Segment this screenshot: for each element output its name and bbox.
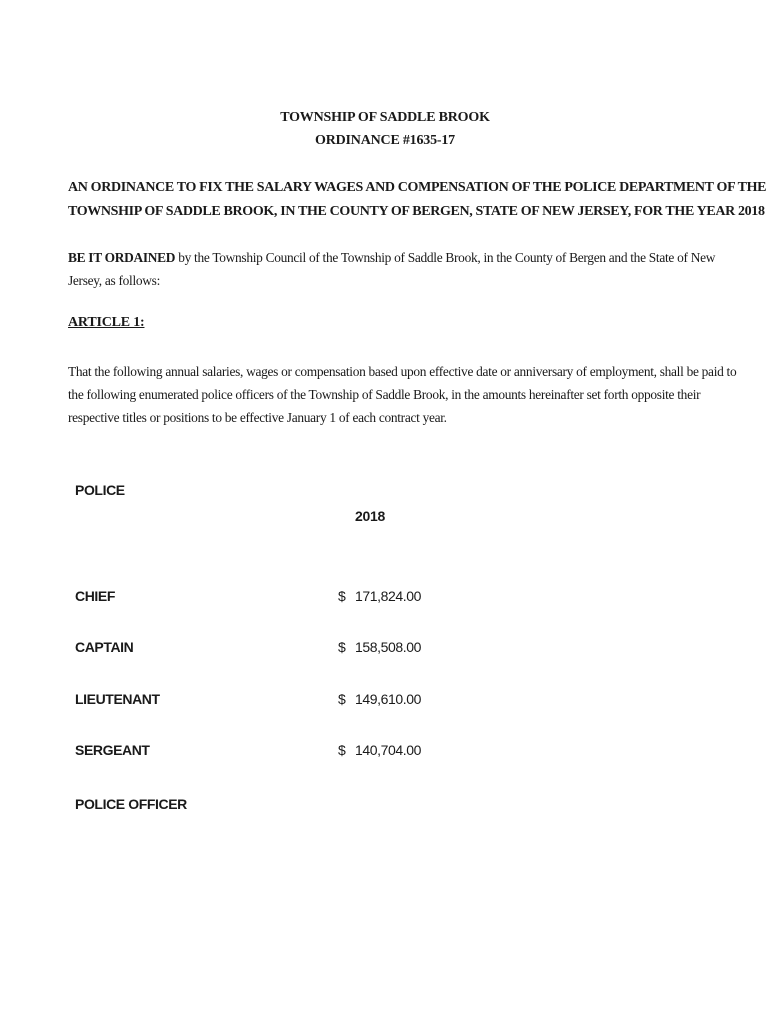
row-amount-lieutenant <box>338 691 421 707</box>
row-title-lieutenant: LIEUTENANT <box>75 691 160 707</box>
township-header: TOWNSHIP OF SADDLE BROOK <box>280 110 490 125</box>
ordained-line-2: Jersey, as follows: <box>68 273 160 288</box>
row-amount-captain <box>338 639 421 655</box>
article-paragraph <box>68 360 737 429</box>
currency-symbol: $ <box>338 691 346 707</box>
ordinance-title-line-1: AN ORDINANCE TO FIX THE SALARY WAGES AND COMPENSATION OF THE POLICE DEPARTMENT OF THE <box>68 180 767 195</box>
ordinance-number: ORDINANCE #1635-17 <box>315 133 455 148</box>
row-title-chief: CHIEF <box>75 588 116 604</box>
year-column-header: 2018 <box>355 508 385 524</box>
article-line-2: the following enumerated police officers of the Township of Saddle Brook, in the amounts hereinafter set forth opposite their <box>68 387 701 402</box>
ordained-paragraph <box>68 246 716 292</box>
ordained-bold-lead: BE IT ORDAINED <box>68 250 176 265</box>
article-line-1: That the following annual salaries, wages or compensation based upon effective date or anniversary of employment, shall be paid to <box>68 364 737 379</box>
row-amount-sergeant <box>338 742 421 758</box>
row-title-police-officer: POLICE OFFICER <box>75 796 187 812</box>
ordinance-title-line-2: TOWNSHIP OF SADDLE BROOK, IN THE COUNTY OF BERGEN, STATE OF NEW JERSEY, FOR THE YEAR 2018 <box>68 204 765 219</box>
police-section-label: POLICE <box>75 482 125 498</box>
row-title-sergeant: SERGEANT <box>75 742 150 758</box>
article-line-3: respective titles or positions to be effective January 1 of each contract year. <box>68 410 447 425</box>
currency-symbol: $ <box>338 639 346 655</box>
row-amount-chief <box>338 588 421 604</box>
ordained-line-1-text: by the Township Council of the Township of Saddle Brook, in the County of Bergen and the State of New <box>175 250 716 265</box>
ordained-line-1 <box>68 246 716 269</box>
currency-symbol: $ <box>338 742 346 758</box>
ordinance-title <box>68 176 767 224</box>
article-heading: ARTICLE 1: <box>68 315 145 330</box>
row-title-captain: CAPTAIN <box>75 639 134 655</box>
amount-value: 171,824.00 <box>355 588 422 604</box>
amount-value: 158,508.00 <box>355 639 422 655</box>
amount-value: 140,704.00 <box>355 742 422 758</box>
currency-symbol: $ <box>338 588 346 604</box>
amount-value: 149,610.00 <box>355 691 422 707</box>
